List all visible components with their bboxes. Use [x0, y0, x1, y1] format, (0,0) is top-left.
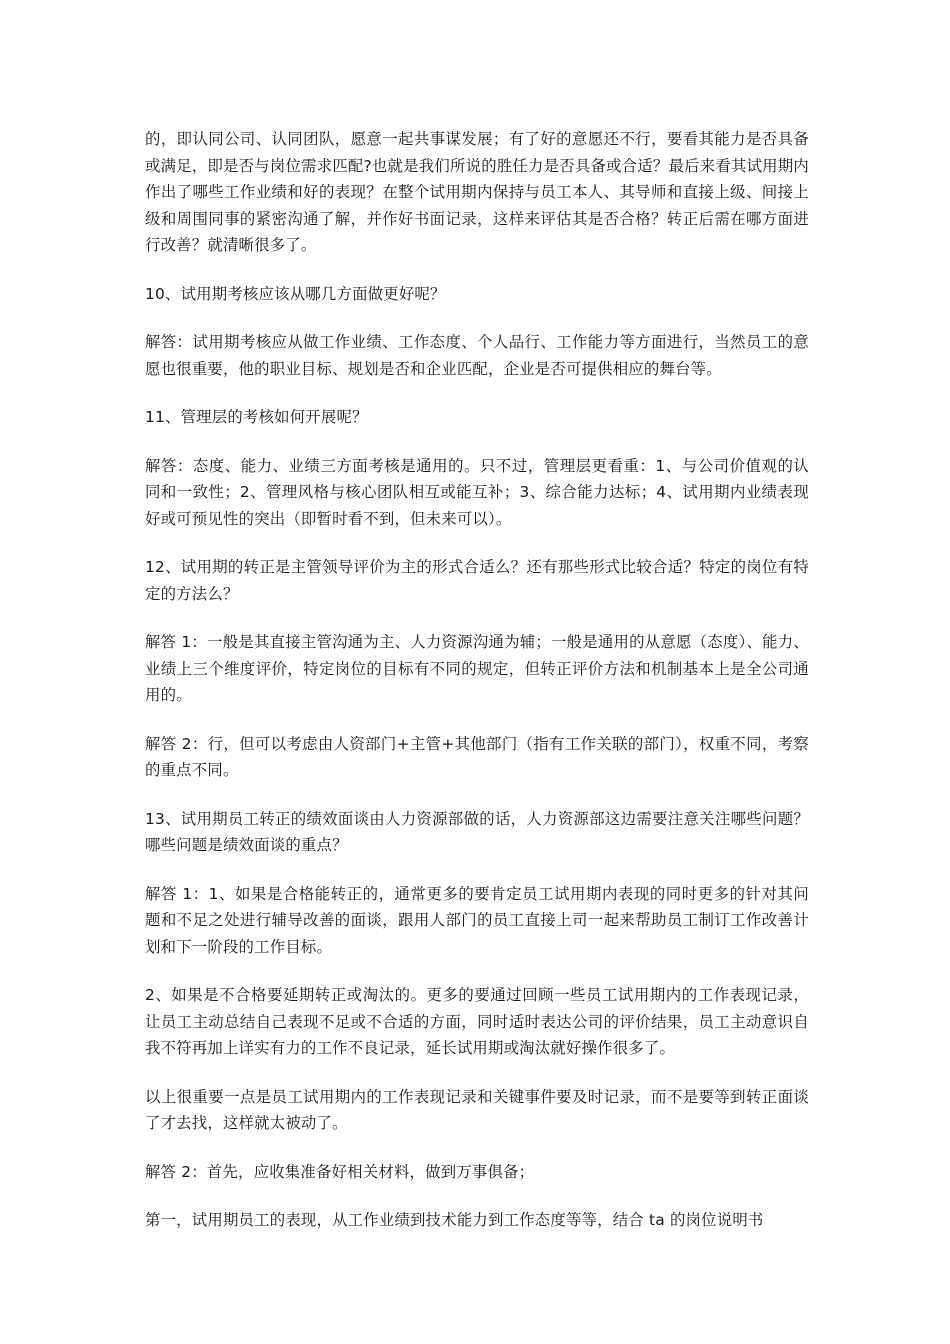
- question-12: 12、试用期的转正是主管领导评价为主的形式合适么？还有那些形式比较合适？特定的岗位有特定的方法么？: [145, 558, 809, 603]
- question-10: 10、试用期考核应该从哪几方面做更好呢？: [145, 284, 446, 303]
- answer-13-1-point-2: 2、如果是不合格要延期转正或淘汰的。更多的要通过回顾一些员工试用期内的工作表现记录，让员工主动总结自己表现不足或不合适的方面，同时适时表达公司的评价结果，员工主动意识自我不符再加上详实有力的工作不良记录，延长试用期或淘汰就好操作很多了。: [145, 986, 809, 1057]
- paragraph-intro-continuation: 的，即认同公司、认同团队，愿意一起共事谋发展；有了好的意愿还不行，要看其能力是否具备或满足，即是否与岗位需求匹配?也就是我们所说的胜任力是否具备或合适？最后来看其试用期内作出了哪些工作业绩和好的表现？在整个试用期内保持与员工本人、其导师和直接上级、间接上级和周围同事的紧密沟通了解，并作好书面记录，这样来评估其是否合格？转正后需在哪方面进行改善？就清晰很多了。: [145, 130, 809, 254]
- document-body: [145, 126, 809, 1256]
- answer-13-2-first: 第一，试用期员工的表现，从工作业绩到技术能力到工作态度等等，结合 ta 的岗位说明书: [145, 1211, 764, 1229]
- answer-12-2: 解答 2：行，但可以考虑由人资部门+主管+其他部门（指有工作关联的部门），权重不同，考察的重点不同。: [145, 734, 809, 779]
- answer-13-2: 解答 2：首先，应收集准备好相关材料，做到万事俱备；: [145, 1162, 535, 1181]
- question-11: 11、管理层的考核如何开展呢？: [145, 408, 368, 426]
- answer-10: 解答：试用期考核应从做工作业绩、工作态度、个人品行、工作能力等方面进行，当然员工的意愿也很重要，他的职业目标、规划是否和企业匹配，企业是否可提供相应的舞台等。: [145, 333, 809, 378]
- answer-13-1-point-1: 解答 1：1、如果是合格能转正的，通常更多的要肯定员工试用期内表现的同时更多的针对其问题和不足之处进行辅导改善的面谈，跟用人部门的员工直接上司一起来帮助员工制订工作改善计划和下一阶段的工作目标。: [145, 884, 809, 956]
- answer-13-1-note: 以上很重要一点是员工试用期内的工作表现记录和关键事件要及时记录，而不是要等到转正面谈了才去找，这样就太被动了。: [145, 1087, 809, 1132]
- answer-11: 解答：态度、能力、业绩三方面考核是通用的。只不过，管理层更看重：1、与公司价值观的认同和一致性；2、管理风格与核心团队相互或能互补；3、综合能力达标；4、试用期内业绩表现好或可预见性的突出（即暂时看不到，但未来可以）。: [145, 456, 809, 528]
- answer-12-1: 解答 1：一般是其直接主管沟通为主、人力资源沟通为辅；一般是通用的从意愿（态度）、能力、业绩上三个维度评价，特定岗位的目标有不同的规定，但转正评价方法和机制基本上是全公司通用的。: [145, 633, 809, 704]
- question-13: 13、试用期员工转正的绩效面谈由人力资源部做的话，人力资源部这边需要注意关注哪些问题？哪些问题是绩效面谈的重点？: [145, 809, 809, 854]
